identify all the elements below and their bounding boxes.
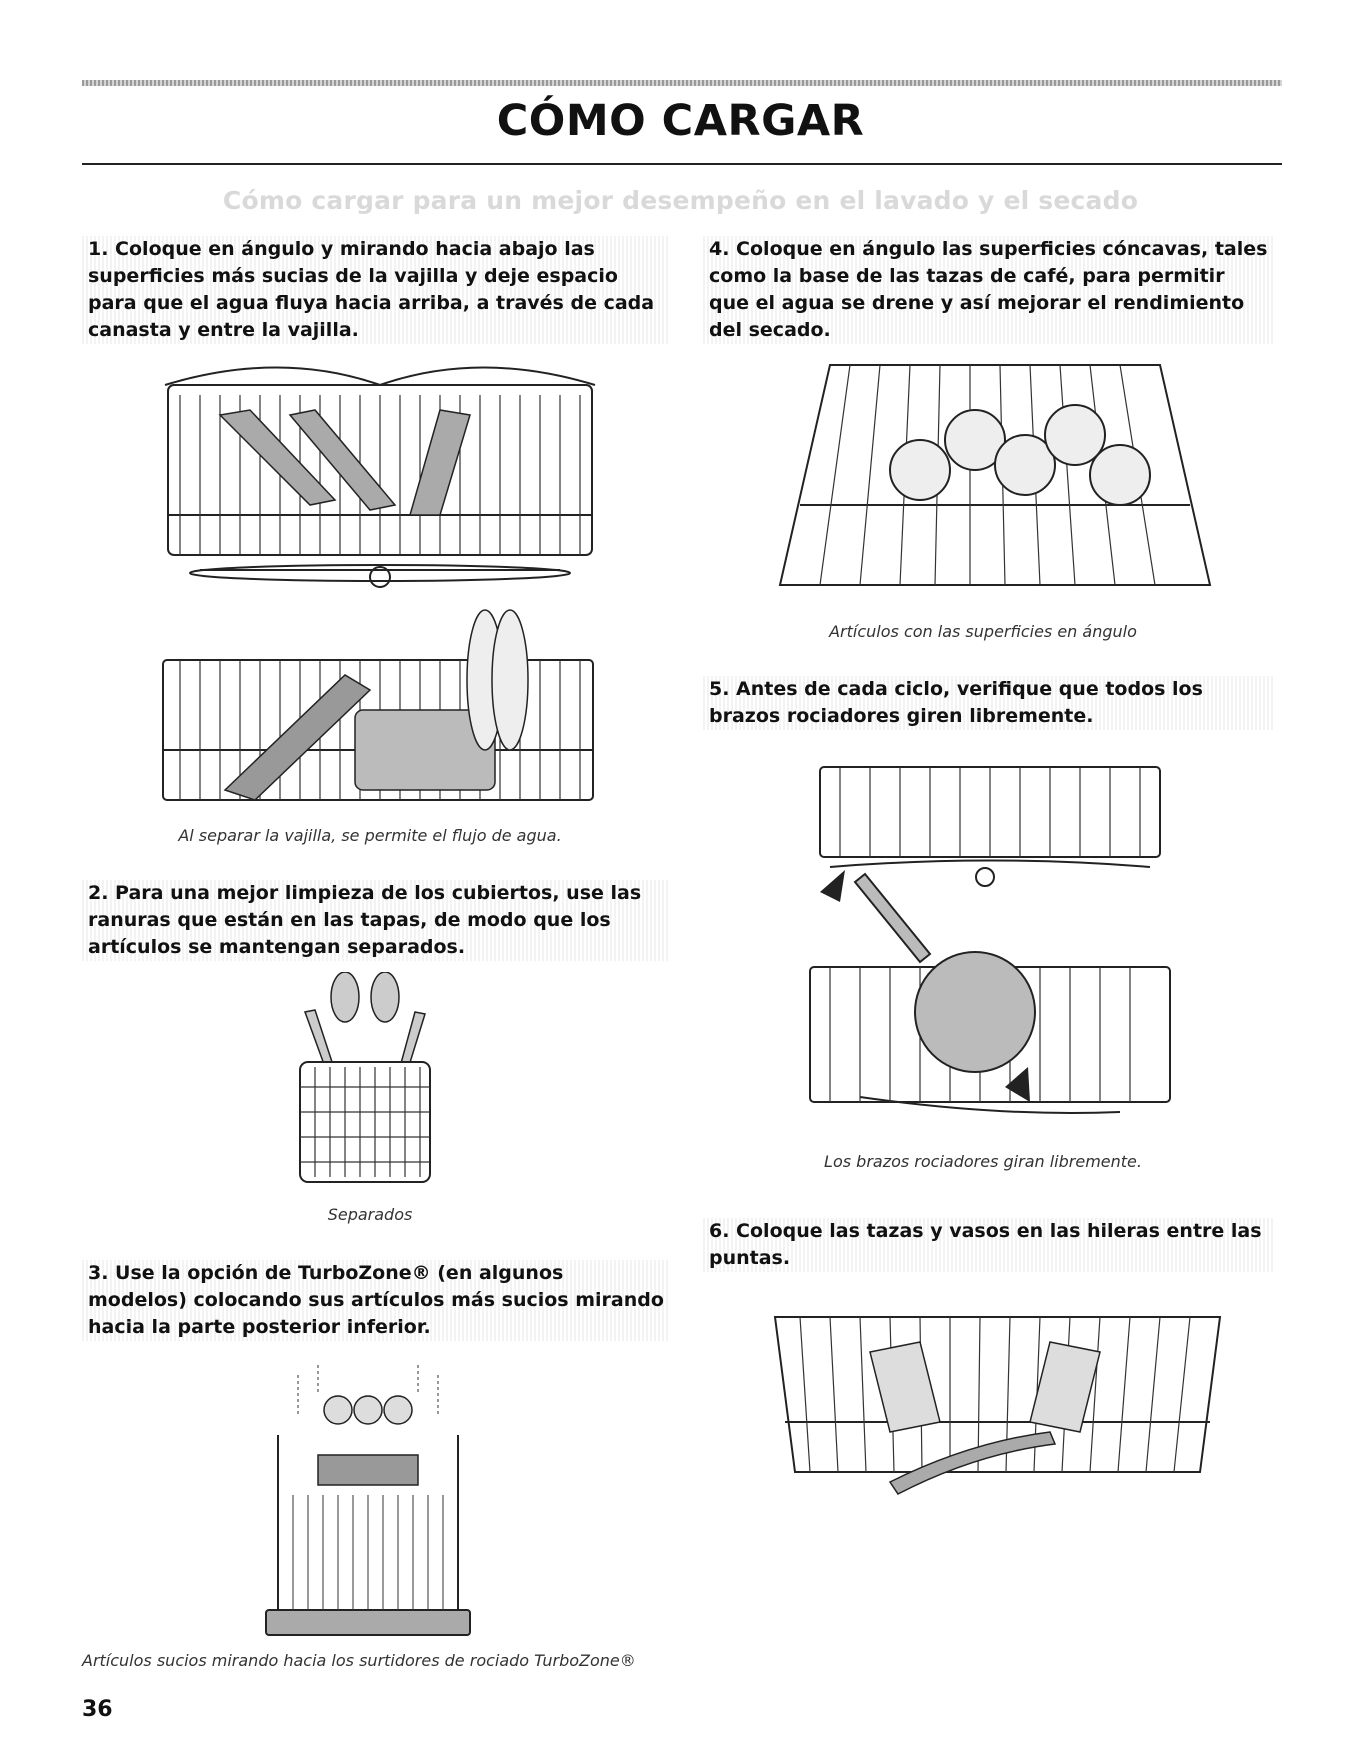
- title-divider: [82, 163, 1282, 165]
- step-4-text: 4. Coloque en ángulo las superficies cóncavas, tales como la base de las tazas de café, para permitir que el agua se drene y así mejorar el rendimiento del secado.: [703, 236, 1275, 344]
- cups-rack-icon: [770, 345, 1220, 590]
- step-6-text: 6. Coloque las tazas y vasos en las hileras entre las puntas.: [703, 1218, 1275, 1272]
- step-5-text: 5. Antes de cada ciclo, verifique que todos los brazos rociadores giren libremente.: [703, 676, 1275, 730]
- step-1-text: 1. Coloque en ángulo y mirando hacia abajo las superficies más sucias de la vajilla y deje espacio para que el agua fluya hacia arriba, a través de cada canasta y entre la vajilla.: [82, 236, 670, 344]
- glasses-rack-icon: [770, 1312, 1225, 1512]
- caption-spray-arms: Los brazos rociadores giran libremente.: [824, 1152, 1142, 1171]
- caption-angled: Artículos con las superficies en ángulo: [829, 622, 1137, 641]
- top-decorative-rule: [82, 80, 1282, 86]
- step-3-text: 3. Use la opción de TurboZone® (en algunos modelos) colocando sus artículos más sucios mirando hacia la parte posterior inferior.: [82, 1260, 670, 1341]
- spray-arms-icon: [800, 762, 1180, 1132]
- caption-separated: Separados: [327, 1205, 413, 1224]
- step-2-text: 2. Para una mejor limpieza de los cubiertos, use las ranuras que están en las tapas, de modo que los artículos se mantengan separados.: [82, 880, 670, 961]
- page-title: CÓMO CARGAR: [496, 96, 865, 146]
- upper-rack-dishes-icon: [160, 355, 600, 595]
- page-number: 36: [82, 1697, 113, 1722]
- caption-turbozone: Artículos sucios mirando hacia los surtidores de rociado TurboZone®: [82, 1651, 636, 1670]
- page-subtitle: Cómo cargar para un mejor desempeño en el lavado y el secado: [222, 186, 1139, 215]
- lower-rack-dishes-icon: [155, 600, 605, 818]
- caption-separate-dishes: Al separar la vajilla, se permite el flujo de agua.: [178, 826, 562, 845]
- turbozone-rack-icon: [258, 1355, 478, 1639]
- silverware-basket-icon: [285, 972, 445, 1186]
